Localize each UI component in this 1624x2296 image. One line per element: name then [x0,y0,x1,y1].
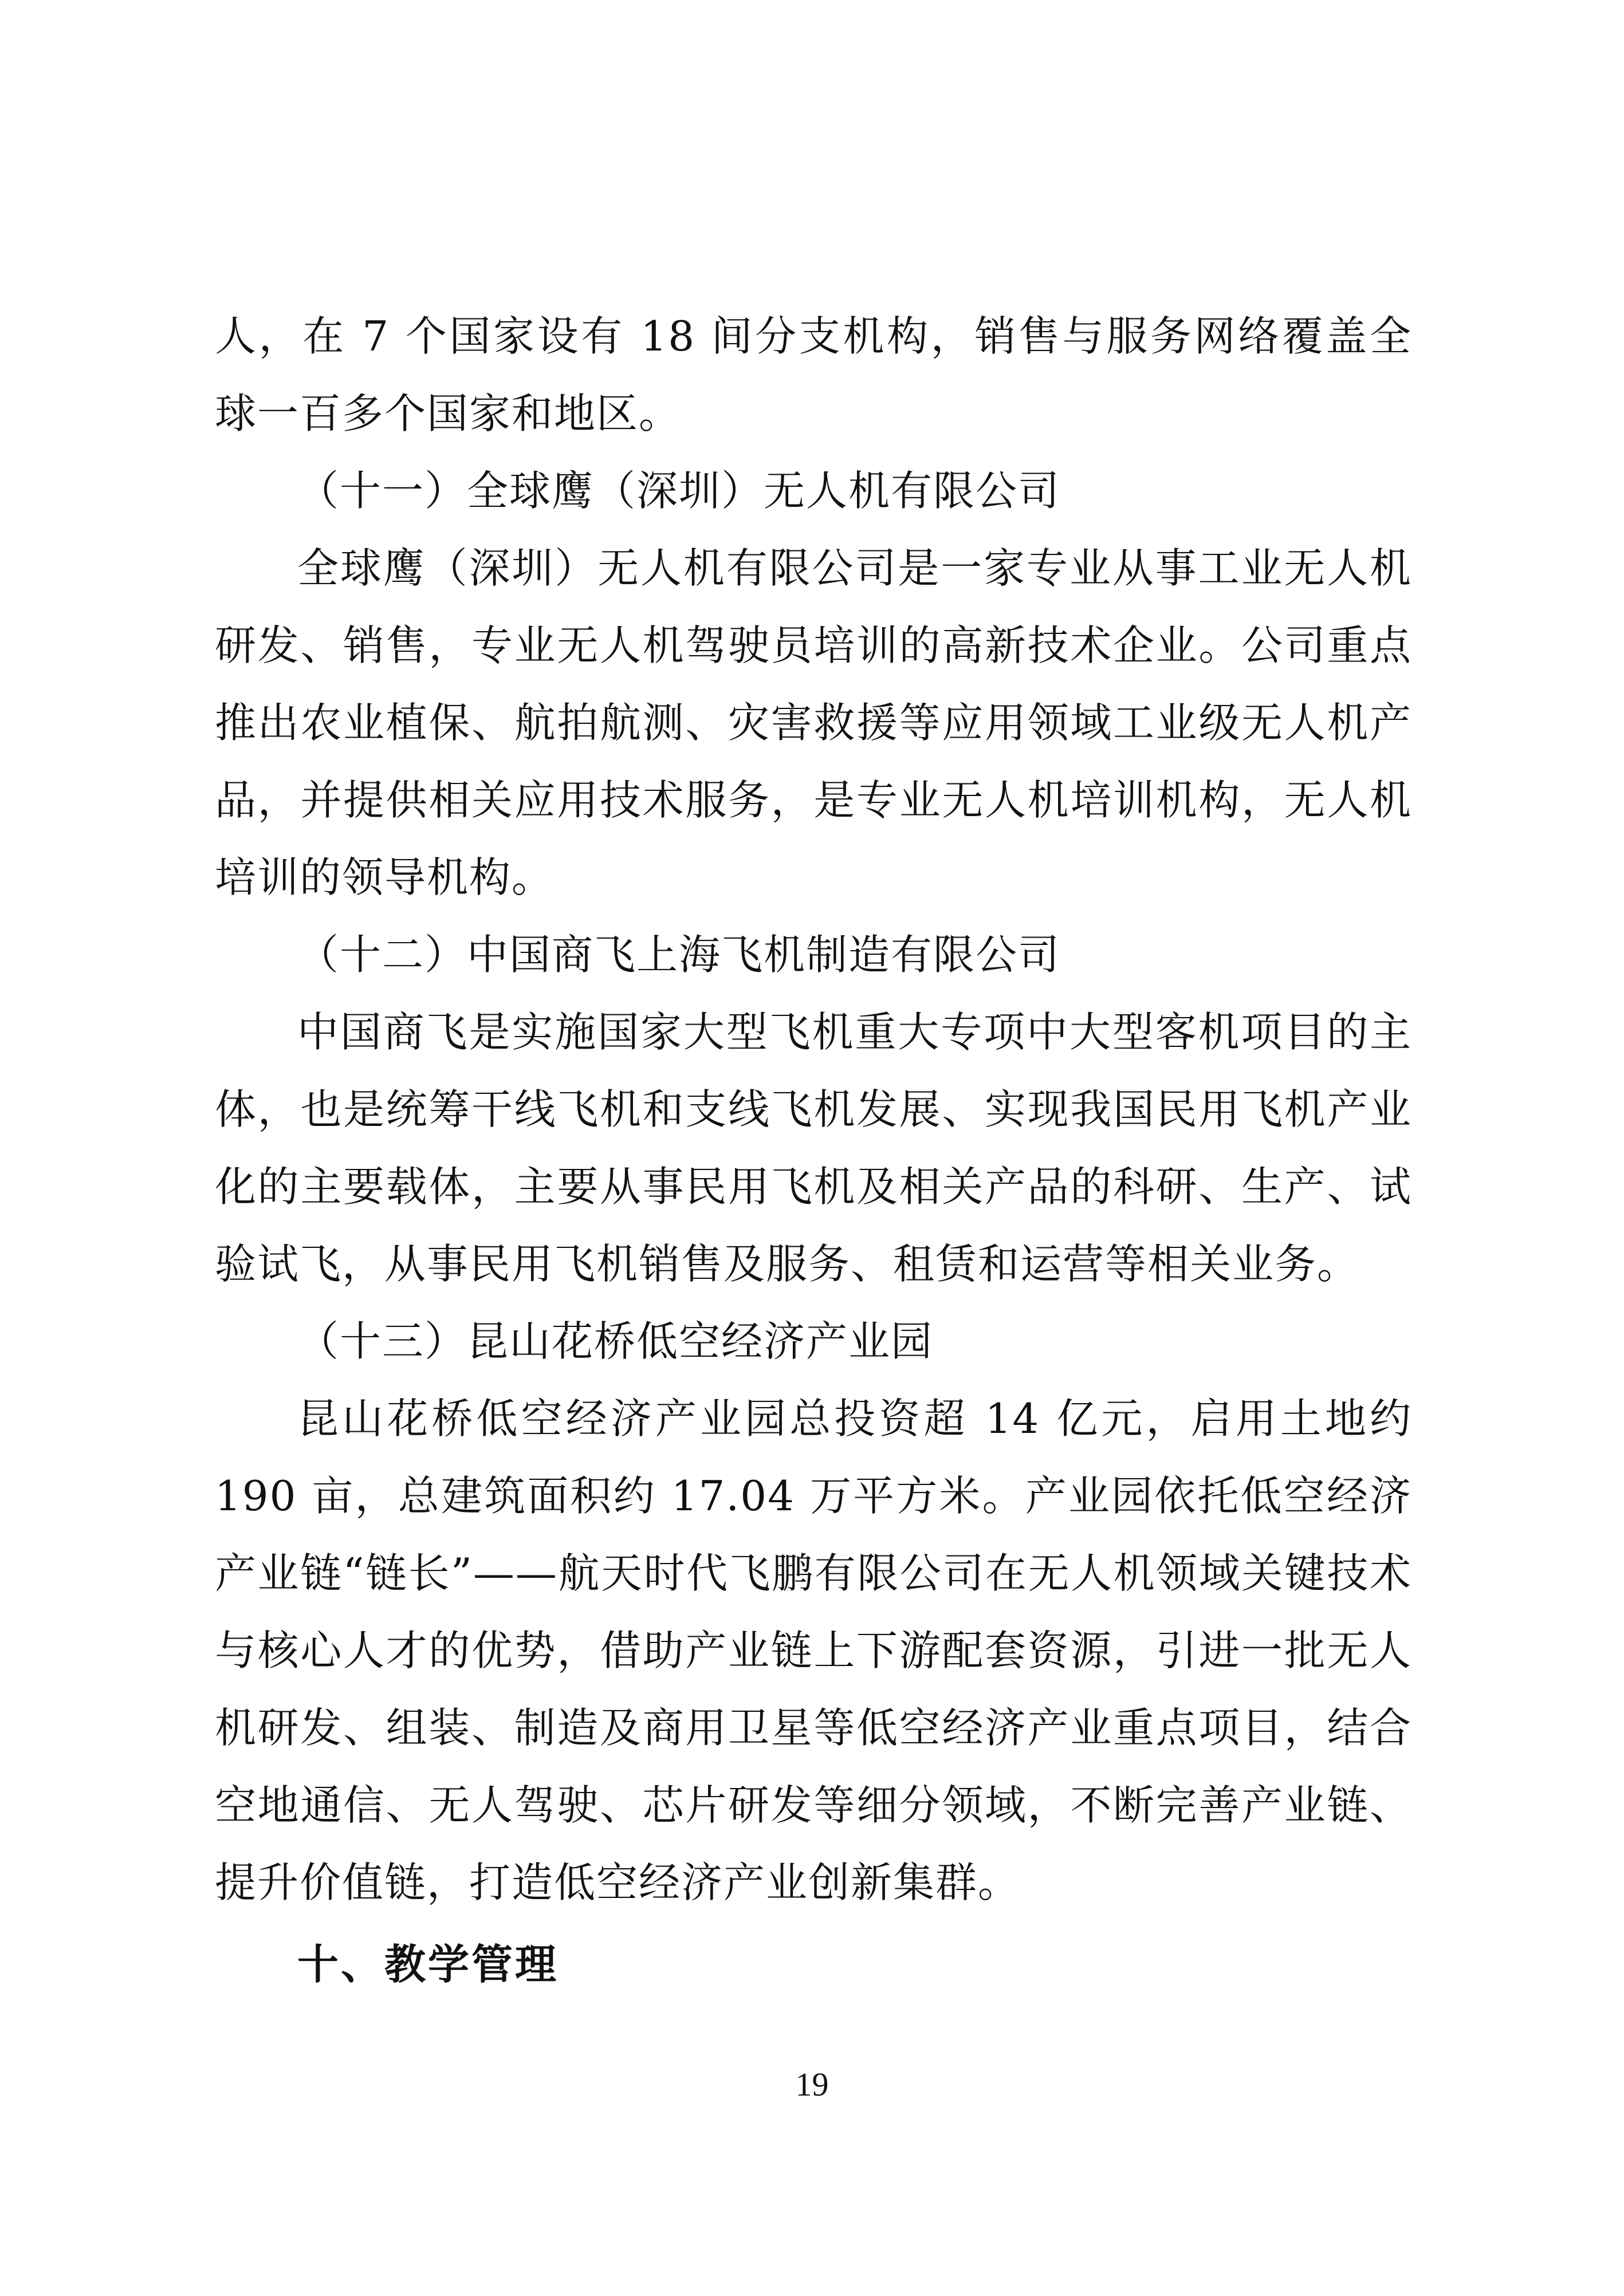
subsection-body-13: 昆山花桥低空经济产业园总投资超 14 亿元，启用土地约 190 亩，总建筑面积约 17.04 万平方米。产业园依托低空经济产业链“链长”——航天时代飞鹏有限公司在无人机领域关键技术与核心人才的优势，借助产业链上下游配套资源，引进一批无人机研发、组装、制造及商用卫星等低空经济产业重点项目，结合空地通信、无人驾驶、芯片研发等细分领域，不断完善产业链、提升价值链，打造低空经济产业创新集群。 [215,1395,1412,1907]
subsection-heading-12: （十二）中国商飞上海飞机制造有限公司 [297,931,1061,979]
subsection-body-12: 中国商飞是实施国家大型飞机重大专项中大型客机项目的主体，也是统筹干线飞机和支线飞机发展、实现我国民用飞机产业化的主要载体，主要从事民用飞机及相关产品的科研、生产、试验试飞，从事民用飞机销售及服务、租赁和运营等相关业务。 [215,1008,1412,1288]
subsection-body-11: 全球鹰（深圳）无人机有限公司是一家专业从事工业无人机研发、销售，专业无人机驾驶员培训的高新技术企业。公司重点推出农业植保、航拍航测、灾害救援等应用领域工业级无人机产品，并提供相关应用技术服务，是专业无人机培训机构，无人机培训的领导机构。 [215,544,1412,901]
page-content [215,298,1412,2007]
section-heading: 十、教学管理 [297,1940,559,1988]
subsection-heading-11: （十一）全球鹰（深圳）无人机有限公司 [297,467,1061,515]
continuation-paragraph: 人，在 7 个国家设有 18 间分支机构，销售与服务网络覆盖全球一百多个国家和地区。 [215,312,1412,438]
subsection-heading-13: （十三）昆山花桥低空经济产业园 [297,1317,934,1365]
page-number: 19 [795,2066,829,2103]
